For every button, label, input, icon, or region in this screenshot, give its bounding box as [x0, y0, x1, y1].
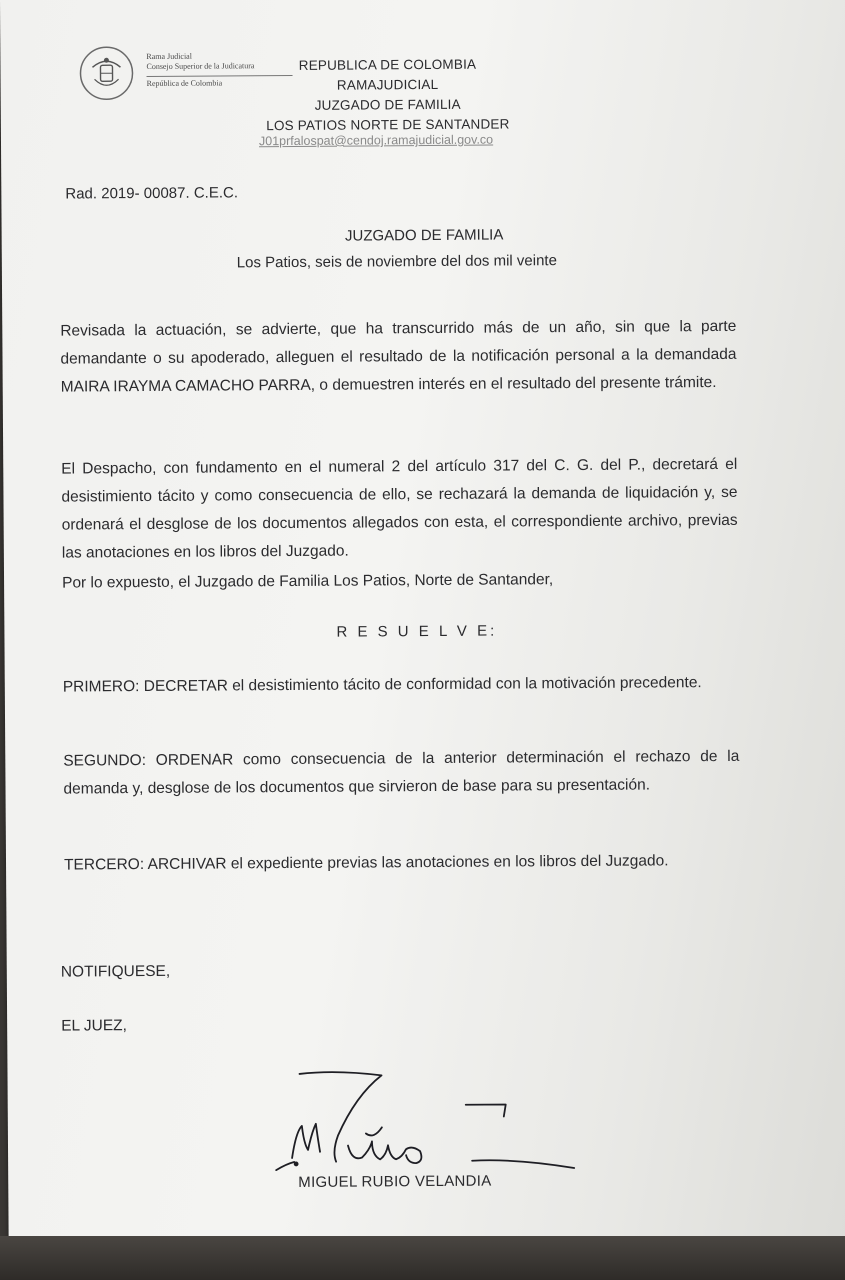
letterhead-line: JUZGADO DE FAMILIA: [314, 96, 461, 113]
table-surface: [0, 1236, 845, 1280]
letterhead-line: LOS PATIOS NORTE DE SANTANDER: [266, 116, 510, 134]
letterhead-line: REPUBLICA DE COLOMBIA: [298, 56, 477, 73]
logo-line: Consejo Superior de la Judicatura: [146, 61, 255, 71]
resolve-heading: R E S U E L V E:: [336, 622, 498, 641]
logo-line: Rama Judicial: [146, 51, 192, 61]
court-email-link[interactable]: J01prfalospat@cendoj.ramajudicial.gov.co: [258, 132, 494, 149]
order-second: SEGUNDO: ORDENAR como consecuencia de la anterior determinación el rechazo de la demanda y, desglose de los documentos que sirvieron de base para su presentación.: [63, 747, 740, 798]
court-title: JUZGADO DE FAMILIA: [344, 226, 504, 245]
paragraph-basis: El Despacho, con fundamento en el numeral 2 del artículo 317 del C. G. del P., decretará el desistimiento tácito y como consecuencia de ello, se rechazará la demanda de liquidación y, se ordenará el desglose de los documentos allegados con esta, el correspondiente archivo, previas las anotaciones en los libros del Juzgado.: [61, 455, 738, 562]
court-date: Los Patios, seis de noviembre del dos mil veinte: [236, 252, 557, 272]
notify-text: NOTIFIQUESE,: [60, 962, 171, 981]
signer-name: MIGUEL RUBIO VELANDIA: [298, 1172, 492, 1191]
logo-line: República de Colombia: [146, 78, 223, 88]
order-third: TERCERO: ARCHIVAR el expediente previas las anotaciones en los libros del Juzgado.: [63, 852, 669, 874]
judicial-seal-icon: [78, 45, 134, 101]
bleed-through-text: [472, 289, 476, 304]
letterhead-line: RAMAJUDICIAL: [336, 76, 439, 93]
paragraph-review: Revisada la actuación, se advierte, que ha transcurrido más de un año, sin que la parte demandante o su apoderado, alleguen el resultado de la notificación personal a la demandada MAIRA IRAYMA CAMACHO PARRA, o demuestren interés en el resultado del presente trámite.: [60, 317, 737, 396]
case-number: Rad. 2019- 00087. C.E.C.: [65, 184, 239, 203]
letterhead: [262, 54, 513, 136]
paragraph-preamble: Por lo expuesto, el Juzgado de Familia Los Patios, Norte de Santander,: [62, 571, 554, 592]
handwritten-signature: [265, 1064, 586, 1186]
order-first: PRIMERO: DECRETAR el desistimiento tácito de conformidad con la motivación precedente.: [62, 674, 702, 696]
judge-label: EL JUEZ,: [61, 1017, 127, 1035]
